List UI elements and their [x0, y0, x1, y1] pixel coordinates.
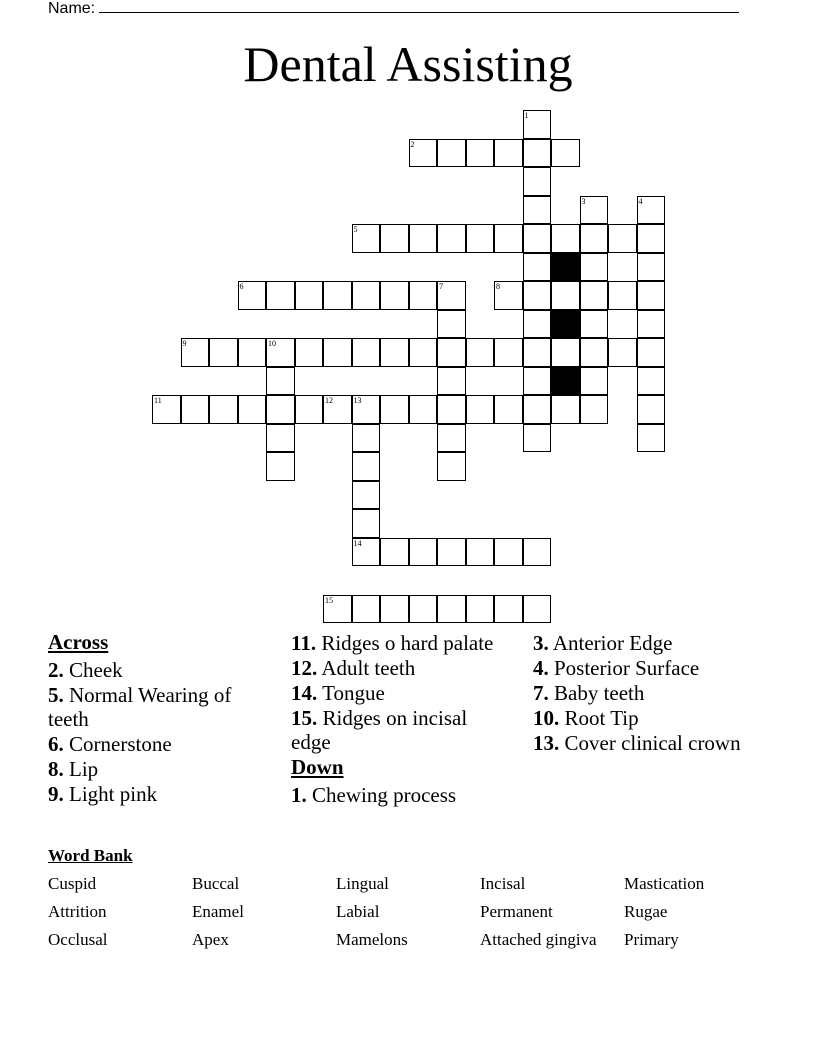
clue-across-6: 6. Cornerstone [48, 732, 172, 756]
clue-number: 1 [524, 111, 529, 120]
crossword-cell[interactable] [323, 595, 352, 624]
word-bank-item: Permanent [480, 902, 553, 921]
crossword-cell[interactable] [380, 224, 409, 253]
crossword-cell[interactable] [238, 281, 267, 310]
crossword-cell[interactable] [352, 395, 381, 424]
clue-across-15: 15. Ridges on incisal edge [291, 706, 468, 754]
crossword-cell[interactable] [637, 196, 666, 225]
crossword-cell[interactable] [152, 395, 181, 424]
down-heading: Down [291, 755, 344, 779]
crossword-cell[interactable] [380, 338, 409, 367]
word-bank-item: Mastication [624, 874, 705, 893]
crossword-cell[interactable] [266, 395, 295, 424]
crossword-cell[interactable] [494, 281, 523, 310]
crossword-cell[interactable] [523, 367, 552, 396]
crossword-cell[interactable] [266, 281, 295, 310]
crossword-cell[interactable] [580, 253, 609, 282]
crossword-cell[interactable] [437, 224, 466, 253]
crossword-cell[interactable] [352, 224, 381, 253]
across-heading: Across [48, 630, 109, 654]
clue-number: 8 [496, 282, 500, 291]
crossword-cell[interactable] [437, 310, 466, 339]
crossword-cell[interactable] [637, 338, 666, 367]
crossword-cell[interactable] [323, 338, 352, 367]
crossword-cell[interactable] [494, 538, 523, 567]
word-bank-item: Rugae [624, 902, 668, 921]
name-label: Name: [48, 0, 96, 17]
crossword-cell[interactable] [637, 224, 666, 253]
clue-down-1: 1. Chewing process [291, 783, 457, 807]
clues-column-3 [533, 630, 773, 756]
word-bank-item: Attrition [48, 902, 107, 921]
clue-across-9: 9. Light pink [48, 782, 158, 806]
crossword-cell[interactable] [580, 310, 609, 339]
clue-down-4: 4. Posterior Surface [533, 656, 700, 680]
crossword-cell[interactable] [523, 281, 552, 310]
crossword-cell[interactable] [323, 395, 352, 424]
crossword-cell[interactable] [523, 139, 552, 168]
clue-number: 14 [353, 538, 362, 548]
word-bank-item: Incisal [480, 874, 526, 893]
crossword-cell[interactable] [295, 395, 324, 424]
clue-across-14: 14. Tongue [291, 681, 385, 705]
crossword-cell[interactable] [352, 424, 381, 453]
crossword-cell[interactable] [466, 224, 495, 253]
crossword-cell[interactable] [494, 595, 523, 624]
crossword-cell[interactable] [608, 224, 637, 253]
crossword-cell[interactable] [437, 367, 466, 396]
crossword-cell[interactable] [580, 224, 609, 253]
crossword-cell[interactable] [637, 253, 666, 282]
crossword-cell[interactable] [266, 367, 295, 396]
crossword-cell[interactable] [266, 452, 295, 481]
crossword-cell[interactable] [466, 595, 495, 624]
clue-number: 5 [353, 225, 358, 234]
clue-number: 3 [581, 196, 586, 206]
word-bank-item: Lingual [336, 874, 389, 893]
crossword-cell[interactable] [551, 338, 580, 367]
crossword-cell[interactable] [352, 338, 381, 367]
crossword-cell[interactable] [523, 253, 552, 282]
crossword-cell[interactable] [523, 338, 552, 367]
clue-across-8: 8. Lip [48, 757, 99, 781]
clue-number: 4 [638, 196, 643, 206]
crossword-cell[interactable] [380, 595, 409, 624]
clue-number: 9 [182, 339, 187, 348]
word-bank-item: Mamelons [336, 930, 408, 949]
clue-down-3: 3. Anterior Edge [533, 631, 673, 655]
crossword-cell[interactable] [437, 424, 466, 453]
crossword-cell[interactable] [580, 281, 609, 310]
crossword-cell[interactable] [523, 310, 552, 339]
crossword-cell[interactable] [551, 281, 580, 310]
word-bank-item: Cuspid [48, 874, 97, 893]
clue-number: 7 [439, 282, 443, 291]
clue-across-12: 12. Adult teeth [291, 656, 416, 680]
crossword-cell[interactable] [437, 538, 466, 567]
word-bank-item: Buccal [192, 874, 240, 893]
clue-down-7: 7. Baby teeth [533, 681, 645, 705]
word-bank-title: Word Bank [48, 846, 133, 865]
crossword-cell[interactable] [380, 395, 409, 424]
crossword-cell[interactable] [295, 338, 324, 367]
crossword-cell[interactable] [637, 424, 666, 453]
crossword-cell[interactable] [181, 395, 210, 424]
crossword-cell[interactable] [466, 338, 495, 367]
crossword-cell[interactable] [409, 139, 438, 168]
crossword-cell[interactable] [494, 139, 523, 168]
crossword-cell[interactable] [409, 281, 438, 310]
crossword-cell[interactable] [466, 139, 495, 168]
crossword-cell[interactable] [637, 395, 666, 424]
clue-number: 13 [353, 396, 362, 405]
crossword-cell[interactable] [409, 595, 438, 624]
page-title: Dental Assisting [243, 36, 573, 92]
crossword-cell[interactable] [380, 538, 409, 567]
crossword-cell[interactable] [437, 452, 466, 481]
crossword-cell[interactable] [266, 338, 295, 367]
clue-number: 10 [268, 339, 276, 348]
clue-number: 2 [410, 139, 415, 149]
crossword-cell[interactable] [238, 338, 267, 367]
crossword-cell[interactable] [352, 595, 381, 624]
clue-number: 11 [154, 396, 162, 405]
crossword-cell[interactable] [409, 395, 438, 424]
crossword-cell[interactable] [637, 281, 666, 310]
crossword-cell[interactable] [580, 395, 609, 424]
crossword-block-cell [551, 367, 580, 396]
crossword-cell[interactable] [181, 338, 210, 367]
clue-across-2: 2. Cheek [48, 658, 123, 682]
crossword-cell[interactable] [266, 424, 295, 453]
word-bank-item: Labial [336, 902, 380, 921]
crossword-cell[interactable] [466, 538, 495, 567]
crossword-cell[interactable] [352, 481, 381, 510]
crossword-block-cell [551, 253, 580, 282]
clue-number: 12 [325, 396, 333, 405]
crossword-cell[interactable] [608, 338, 637, 367]
crossword-cell[interactable] [551, 224, 580, 253]
clue-down-13: 13. Cover clinical crown [533, 731, 741, 755]
crossword-cell[interactable] [409, 338, 438, 367]
crossword-cell[interactable] [380, 281, 409, 310]
crossword-cell[interactable] [352, 452, 381, 481]
crossword-cell[interactable] [323, 281, 352, 310]
crossword-cell[interactable] [551, 395, 580, 424]
crossword-cell[interactable] [352, 281, 381, 310]
crossword-cell[interactable] [523, 395, 552, 424]
clue-number: 15 [325, 595, 333, 605]
crossword-cell[interactable] [637, 310, 666, 339]
crossword-cell[interactable] [437, 395, 466, 424]
crossword-cell[interactable] [580, 367, 609, 396]
crossword-cell[interactable] [409, 538, 438, 567]
word-bank-item: Enamel [192, 902, 244, 921]
crossword-cell[interactable] [523, 424, 552, 453]
crossword-block-cell [551, 310, 580, 339]
word-bank-item: Occlusal [48, 930, 108, 949]
crossword-cell[interactable] [466, 395, 495, 424]
crossword-cell[interactable] [437, 338, 466, 367]
crossword-cell[interactable] [437, 595, 466, 624]
crossword-cell[interactable] [523, 196, 552, 225]
clues-column-2 [291, 630, 506, 808]
crossword-cell[interactable] [523, 538, 552, 567]
clue-across-5: 5. Normal Wearing of teeth [48, 683, 232, 731]
crossword-cell[interactable] [437, 139, 466, 168]
word-bank-item: Apex [192, 930, 229, 949]
crossword-cell[interactable] [523, 110, 552, 139]
crossword-cell[interactable] [409, 224, 438, 253]
clue-down-10: 10. Root Tip [533, 706, 639, 730]
crossword-cell[interactable] [209, 338, 238, 367]
crossword-cell[interactable] [551, 139, 580, 168]
crossword-cell[interactable] [352, 509, 381, 538]
crossword-cell[interactable] [523, 595, 552, 624]
crossword-cell[interactable] [437, 281, 466, 310]
crossword-cell[interactable] [637, 367, 666, 396]
clue-number: 6 [239, 282, 244, 291]
crossword-cell[interactable] [295, 281, 324, 310]
word-bank [48, 874, 768, 950]
crossword-cell[interactable] [580, 196, 609, 225]
crossword-cell[interactable] [608, 281, 637, 310]
crossword-cell[interactable] [494, 224, 523, 253]
crossword-cell[interactable] [494, 338, 523, 367]
crossword-cell[interactable] [352, 538, 381, 567]
crossword-cell[interactable] [238, 395, 267, 424]
crossword-cell[interactable] [494, 395, 523, 424]
word-bank-item: Primary [624, 930, 679, 949]
clue-across-11: 11. Ridges o hard palate [291, 631, 494, 655]
word-bank-item: Attached gingiva [480, 930, 597, 949]
crossword-cell[interactable] [580, 338, 609, 367]
crossword-cell[interactable] [523, 167, 552, 196]
clues-column-1 [48, 630, 258, 807]
crossword-cell[interactable] [209, 395, 238, 424]
crossword-cell[interactable] [523, 224, 552, 253]
